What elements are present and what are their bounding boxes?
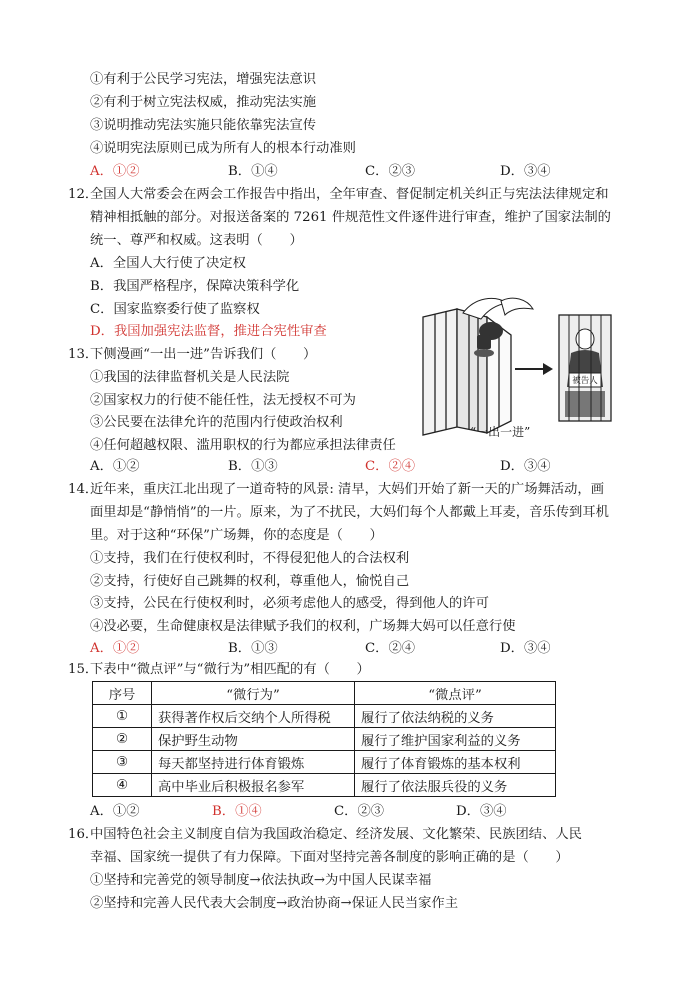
q12-option-a[interactable]: A．全国人大行使了决定权: [90, 256, 246, 271]
q16-number: 16．: [68, 827, 99, 842]
cartoon-in-and-out: [415, 295, 615, 445]
q11-statement-2: ②有利于树立宪法权威，推动宪法实施: [90, 95, 317, 110]
table-cell-comment: 履行了维护国家利益的义务: [355, 728, 556, 751]
q15-stem-text: 下表中“微点评”与“微行为”相匹配的有（ ）: [90, 662, 370, 677]
q14-statement-2: ②支持，行使好自己跳舞的权利，尊重他人，愉悦自己: [90, 574, 410, 589]
table-cell-behavior: 高中毕业后积极报名参军: [152, 774, 355, 797]
table-header-behavior: “微行为”: [152, 682, 355, 705]
table-row: [93, 728, 556, 751]
q14-statement-4: ④没必要，生命健康权是法律赋予我们的权利，广场舞大妈可以任意行使: [90, 619, 516, 634]
q12-option-b[interactable]: B．我国严格程序，保障决策科学化: [90, 279, 300, 294]
q13-statement-3: ③公民要在法律允许的范围内行使政治权利: [90, 415, 343, 430]
q14-stem-line-2: 面里却是“静悄悄”的一片。原来，为了不扰民，大妈们每个人都戴上耳麦，音乐传到耳机: [90, 505, 609, 520]
q13-statement-4: ④任何超越权限、滥用职权的行为都应承担法律责任: [90, 438, 396, 453]
q16-stem-line-2: 幸福、国家统一提供了有力保障。下面对坚持完善各制度的影响正确的是（ ）: [90, 850, 569, 865]
q13-option-b[interactable]: B．①③: [228, 459, 278, 474]
q16-statement-2: ②坚持和完善人民代表大会制度→政治协商→保证人民当家作主: [90, 896, 459, 911]
q13-stem: [68, 345, 316, 365]
table-cell-number: ③: [93, 751, 152, 774]
q11-option-b[interactable]: B．①④: [228, 164, 278, 179]
q11-option-c[interactable]: C．②③: [365, 164, 416, 179]
table-header-comment: “微点评”: [355, 682, 556, 705]
q15-option-c[interactable]: C．②③: [334, 804, 385, 819]
q12-stem-line-3: 统一、尊严和权威。这表明（ ）: [90, 233, 303, 248]
table-header-number: 序号: [93, 682, 152, 705]
q15-stem: [68, 660, 370, 680]
q12-number: 12．: [68, 187, 99, 202]
defendant-cage-illustration: [559, 315, 611, 421]
table-header-row: [93, 682, 556, 705]
q13-option-c[interactable]: C．②④: [365, 459, 416, 474]
q13-statement-1: ①我国的法律监督机关是人民法院: [90, 370, 290, 385]
q14-stem-line-1: [68, 480, 604, 500]
q12-option-c[interactable]: C．国家监察委行使了监察权: [90, 302, 260, 317]
table-cell-number: ②: [93, 728, 152, 751]
q11-statement-3: ③说明推动宪法实施只能依靠宪法宣传: [90, 118, 317, 133]
q14-option-a[interactable]: A．①②: [90, 641, 140, 656]
q13-options: [90, 457, 620, 477]
q13-statement-2: ②国家权力的行使不能任性，法无授权不可为: [90, 393, 356, 408]
q14-number: 14．: [68, 482, 99, 497]
q11-option-a[interactable]: A．①②: [90, 164, 140, 179]
q16-stem-text-1: 中国特色社会主义制度自信为我国政治稳定、经济发展、文化繁荣、民族团结、人民: [90, 827, 582, 842]
q15-option-a[interactable]: A．①②: [90, 804, 140, 819]
q14-options: [90, 639, 620, 659]
q11-statement-1: ①有利于公民学习宪法，增强宪法意识: [90, 72, 317, 87]
q15-number: 15．: [68, 662, 99, 677]
table-cell-behavior: 保护野生动物: [152, 728, 355, 751]
q12-option-d[interactable]: D．我国加强宪法监督，推进合宪性审查: [90, 324, 327, 339]
q15-table: [92, 681, 556, 797]
q15-options: [90, 802, 620, 822]
q13-number: 13．: [68, 347, 99, 362]
q16-stem-line-1: [68, 825, 582, 845]
q14-option-b[interactable]: B．①③: [228, 641, 278, 656]
table-cell-behavior: 获得著作权后交纳个人所得税: [152, 705, 355, 728]
arrow-right-icon: [515, 363, 553, 375]
q12-stem-line-1: [68, 185, 609, 205]
q15-option-b[interactable]: B．①④: [212, 804, 262, 819]
q14-stem-line-3: 里。对于这种“环保”广场舞，你的态度是（ ）: [90, 528, 383, 543]
q14-statement-3: ③支持，公民在行使权利时，必须考虑他人的感受，得到他人的许可: [90, 596, 489, 611]
q14-stem-text-1: 近年来，重庆江北出现了一道奇特的风景: 清早，大妈们开始了新一天的广场舞活动，画: [90, 482, 604, 497]
q13-option-a[interactable]: A．①②: [90, 459, 140, 474]
q15-option-d[interactable]: D．③④: [456, 804, 507, 819]
q11-options: [90, 162, 620, 182]
q13-stem-text: 下侧漫画“一出一进”告诉我们（ ）: [90, 347, 317, 362]
table-row: [93, 705, 556, 728]
table-row: [93, 751, 556, 774]
table-row: [93, 774, 556, 797]
table-cell-comment: 履行了依法纳税的义务: [355, 705, 556, 728]
q12-stem-line-2: 精神相抵触的部分。对报送备案的 7261 件规范性文件逐件进行审查，维护了国家法制的: [90, 210, 611, 225]
table-cell-number: ④: [93, 774, 152, 797]
cartoon-caption: “一出一进”: [470, 425, 531, 439]
table-cell-behavior: 每天都坚持进行体育锻炼: [152, 751, 355, 774]
defendant-sign: 被告人: [572, 376, 598, 386]
q16-statement-1: ①坚持和完善党的领导制度→依法执政→为中国人民谋幸福: [90, 873, 432, 888]
table-cell-comment: 履行了体育锻炼的基本权利: [355, 751, 556, 774]
q11-statement-4: ④说明宪法原则已成为所有人的根本行动准则: [90, 141, 356, 156]
q13-option-d[interactable]: D．③④: [500, 459, 551, 474]
q14-statement-1: ①支持，我们在行使权利时，不得侵犯他人的合法权利: [90, 551, 410, 566]
q12-stem-text-1: 全国人大常委会在两会工作报告中指出，全年审查、督促制定机关纠正与宪法法律规定和: [90, 187, 609, 202]
q11-option-d[interactable]: D．③④: [500, 164, 551, 179]
q14-option-c[interactable]: C．②④: [365, 641, 416, 656]
q14-option-d[interactable]: D．③④: [500, 641, 551, 656]
table-cell-comment: 履行了依法服兵役的义务: [355, 774, 556, 797]
table-cell-number: ①: [93, 705, 152, 728]
